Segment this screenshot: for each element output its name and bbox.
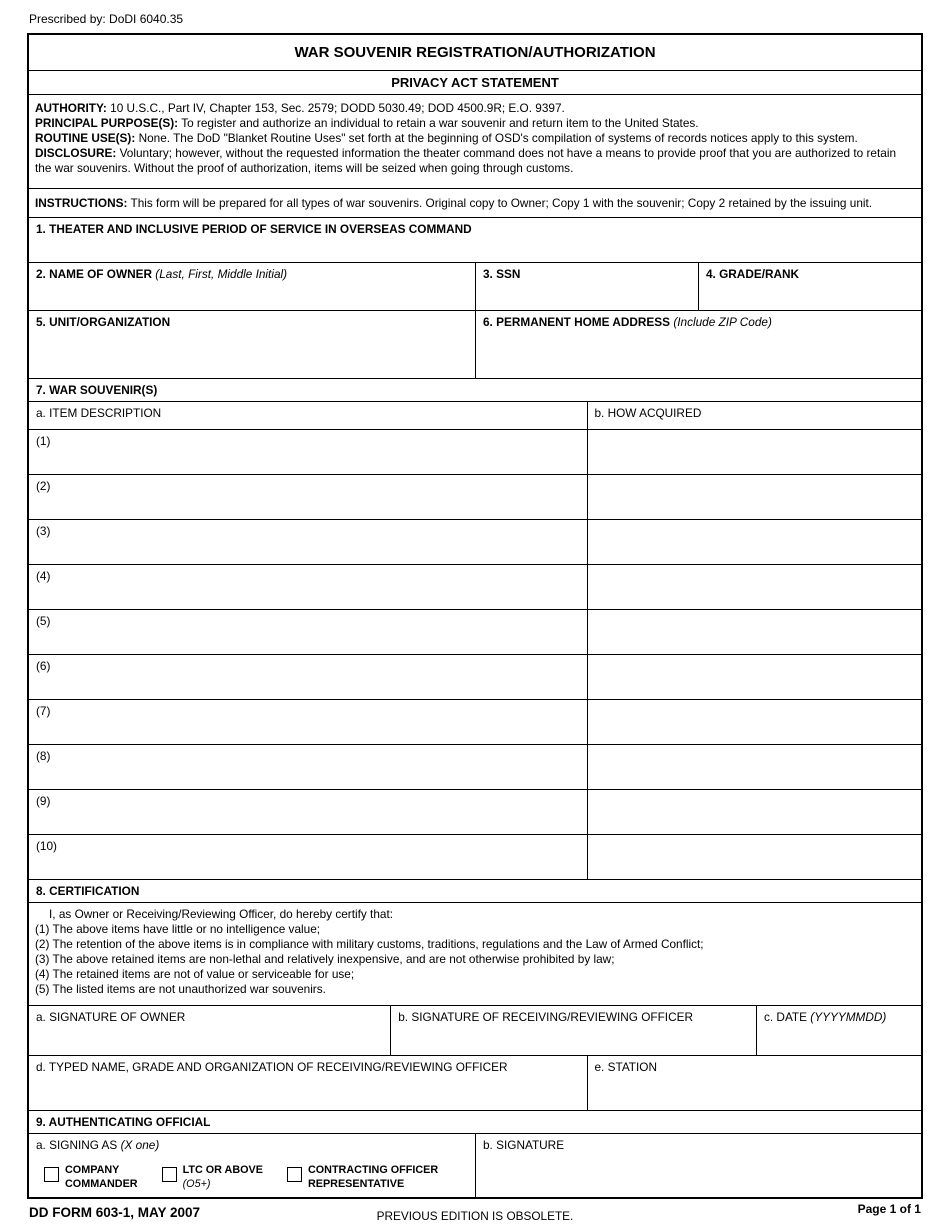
signature-of-officer-label: b. SIGNATURE OF RECEIVING/REVIEWING OFFICER: [398, 1010, 693, 1025]
privacy-principal-purpose: [35, 116, 915, 131]
col-item-description-header: a. ITEM DESCRIPTION: [36, 406, 162, 421]
typed-name-cell[interactable]: [29, 1056, 587, 1110]
field-home-address-label: 6. PERMANENT HOME ADDRESS: [483, 315, 671, 330]
field-grade-rank-label: 4. GRADE/RANK: [706, 267, 800, 282]
row-number: (5): [36, 614, 51, 629]
signing-as-hint: (X one): [120, 1138, 160, 1153]
certification-statement-4: (4) The retained items are not of value or serviceable for use;: [35, 967, 355, 982]
signing-as-label: a. SIGNING AS: [36, 1138, 118, 1153]
row-number: (4): [36, 569, 51, 584]
signature-of-owner-label: a. SIGNATURE OF OWNER: [36, 1010, 186, 1025]
contracting-officer-representative-label-line1: CONTRACTING OFFICER: [307, 1164, 439, 1177]
privacy-disclosure: [35, 146, 915, 176]
company-commander-checkbox[interactable]: [44, 1167, 59, 1182]
privacy-act-statement: [29, 94, 921, 188]
item-description-cell-3[interactable]: [29, 520, 587, 564]
certification-intro: I, as Owner or Receiving/Reviewing Officer, do hereby certify that:: [49, 907, 394, 922]
how-acquired-cell-1[interactable]: [587, 430, 922, 474]
field-home-address[interactable]: [475, 311, 921, 378]
how-acquired-cell-7[interactable]: [587, 700, 922, 744]
how-acquired-cell-10[interactable]: [587, 835, 922, 879]
dd-form-603-1: [27, 33, 923, 1199]
prescribed-by-note: Prescribed by: DoDI 6040.35: [29, 12, 184, 26]
authenticating-row: [29, 1133, 921, 1197]
certification-body: [29, 902, 921, 1005]
privacy-authority-text: 10 U.S.C., Part IV, Chapter 153, Sec. 2579; DODD 5030.49; DOD 4500.9R; E.O. 9397.: [110, 101, 565, 115]
privacy-disclosure-text: Voluntary; however, without the requested information the theater command does not have a means to provide proof that you are authorized to retain the war souvenirs. Without the proof of authorization, items will be seized when going through customs.: [35, 146, 897, 176]
station-label: e. STATION: [594, 1060, 657, 1075]
ltc-or-above-label-line1: LTC OR ABOVE: [182, 1164, 263, 1177]
item-description-cell-7[interactable]: [29, 700, 587, 744]
section-authenticating-official-header: 9. AUTHENTICATING OFFICIAL: [29, 1110, 921, 1133]
row-number: (6): [36, 659, 51, 674]
typed-name-station-row: [29, 1055, 921, 1110]
option-contracting-officer-representative[interactable]: [287, 1164, 438, 1191]
row-number: (1): [36, 434, 51, 449]
item-description-cell-8[interactable]: [29, 745, 587, 789]
instructions: [29, 188, 921, 217]
footer: [27, 1199, 923, 1223]
field-unit-organization-label: 5. UNIT/ORGANIZATION: [36, 315, 171, 330]
signing-as-label-line: [36, 1138, 468, 1152]
how-acquired-cell-3[interactable]: [587, 520, 922, 564]
unit-address-row: [29, 310, 921, 378]
ltc-or-above-checkbox[interactable]: [162, 1167, 177, 1182]
certification-statement-1: (1) The above items have little or no intelligence value;: [35, 922, 321, 937]
row-number: (3): [36, 524, 51, 539]
privacy-authority-label: AUTHORITY:: [35, 101, 107, 115]
souvenir-row-7: [29, 699, 921, 744]
item-description-cell-6[interactable]: [29, 655, 587, 699]
typed-name-label: d. TYPED NAME, GRADE AND ORGANIZATION OF RECEIVING/REVIEWING OFFICER: [36, 1060, 508, 1075]
edition-note: PREVIOUS EDITION IS OBSOLETE.: [376, 1209, 574, 1224]
item-description-cell-10[interactable]: [29, 835, 587, 879]
page-indicator: Page 1 of 1: [857, 1202, 921, 1217]
field-home-address-hint: (Include ZIP Code): [673, 315, 772, 330]
station-cell[interactable]: [587, 1056, 922, 1110]
privacy-routine-use-label: ROUTINE USE(S):: [35, 131, 136, 146]
col-how-acquired-header: b. HOW ACQUIRED: [587, 402, 922, 429]
ltc-or-above-label: [183, 1164, 263, 1191]
form-title: WAR SOUVENIR REGISTRATION/AUTHORIZATION: [294, 44, 656, 61]
field-ssn[interactable]: [475, 263, 698, 310]
certification-statement-2: (2) The retention of the above items is in compliance with military customs, traditions, regulations and the Law of Armed Conflict;: [35, 937, 704, 952]
section-war-souvenirs-header: 7. WAR SOUVENIR(S): [29, 378, 921, 401]
signing-as-options: [36, 1152, 468, 1191]
field-ssn-label: 3. SSN: [483, 267, 521, 282]
privacy-routine-use: [35, 131, 915, 146]
field-theater-label: 1. THEATER AND INCLUSIVE PERIOD OF SERVICE IN OVERSEAS COMMAND: [36, 222, 472, 237]
owner-row: [29, 262, 921, 310]
souvenir-row-6: [29, 654, 921, 699]
date-hint: (YYYYMMDD): [810, 1010, 887, 1025]
how-acquired-cell-8[interactable]: [587, 745, 922, 789]
contracting-officer-representative-label-line2: REPRESENTATIVE: [307, 1177, 405, 1190]
section-certification-header: 8. CERTIFICATION: [29, 879, 921, 902]
row-number: (10): [36, 839, 57, 854]
certification-statement-5: (5) The listed items are not unauthorized war souvenirs.: [35, 982, 326, 997]
authenticating-signature-label: b. SIGNATURE: [483, 1138, 565, 1153]
item-description-cell-9[interactable]: [29, 790, 587, 834]
how-acquired-cell-2[interactable]: [587, 475, 922, 519]
signature-of-officer-cell[interactable]: [390, 1006, 756, 1055]
item-description-cell-4[interactable]: [29, 565, 587, 609]
option-ltc-or-above[interactable]: [162, 1164, 263, 1191]
certification-statement-3: (3) The above retained items are non-lethal and relatively inexpensive, and are not otherwise prohibited by law;: [35, 952, 615, 967]
how-acquired-cell-6[interactable]: [587, 655, 922, 699]
company-commander-label-line2: COMMANDER: [65, 1177, 138, 1190]
ltc-or-above-label-line2: (O5+): [182, 1177, 211, 1190]
row-number: (9): [36, 794, 51, 809]
field-name-of-owner-hint: (Last, First, Middle Initial): [155, 267, 288, 282]
signatures-row: [29, 1005, 921, 1055]
row-number: (2): [36, 479, 51, 494]
item-description-cell-5[interactable]: [29, 610, 587, 654]
privacy-act-title: PRIVACY ACT STATEMENT: [29, 70, 921, 94]
souvenir-column-headers: [29, 401, 921, 429]
field-theater[interactable]: [29, 218, 921, 262]
privacy-disclosure-label: DISCLOSURE:: [35, 146, 117, 161]
privacy-principal-purpose-label: PRINCIPAL PURPOSE(S):: [35, 116, 179, 131]
option-company-commander[interactable]: [44, 1164, 138, 1191]
row-number: (8): [36, 749, 51, 764]
how-acquired-cell-5[interactable]: [587, 610, 922, 654]
how-acquired-cell-9[interactable]: [587, 790, 922, 834]
field-grade-rank[interactable]: [698, 263, 921, 310]
souvenir-row-10: [29, 834, 921, 879]
souvenir-row-1: [29, 429, 921, 474]
instructions-text: This form will be prepared for all types of war souvenirs. Original copy to Owner; Copy 1 with the souvenir; Copy 2 retained by the issuing unit.: [130, 196, 873, 211]
field-name-of-owner-label: 2. NAME OF OWNER: [36, 267, 153, 282]
field-unit-organization[interactable]: [29, 311, 475, 378]
souvenir-row-3: [29, 519, 921, 564]
company-commander-label-line1: COMPANY: [65, 1164, 120, 1177]
date-cell[interactable]: [756, 1006, 921, 1055]
how-acquired-cell-4[interactable]: [587, 565, 922, 609]
form-number: DD FORM 603-1, MAY 2007: [29, 1205, 201, 1221]
privacy-routine-use-text: None. The DoD "Blanket Routine Uses" set forth at the beginning of OSD's compilation of systems of records notices apply to this system.: [138, 131, 858, 146]
privacy-authority: [35, 101, 915, 116]
privacy-principal-purpose-text: To register and authorize an individual to retain a war souvenir and return item to the United States.: [181, 116, 699, 131]
item-description-cell-2[interactable]: [29, 475, 587, 519]
souvenir-row-2: [29, 474, 921, 519]
instructions-label: INSTRUCTIONS:: [35, 196, 128, 211]
contracting-officer-representative-label: [308, 1164, 438, 1191]
item-description-cell-1[interactable]: [29, 430, 587, 474]
company-commander-label: [65, 1164, 138, 1191]
souvenir-row-8: [29, 744, 921, 789]
contracting-officer-representative-checkbox[interactable]: [287, 1167, 302, 1182]
souvenir-row-4: [29, 564, 921, 609]
row-number: (7): [36, 704, 51, 719]
signature-of-owner-cell[interactable]: [29, 1006, 390, 1055]
souvenir-row-9: [29, 789, 921, 834]
authenticating-signature-cell[interactable]: [475, 1134, 921, 1197]
date-label: c. DATE: [763, 1010, 808, 1025]
signing-as-cell: [29, 1134, 475, 1197]
field-name-of-owner[interactable]: [29, 263, 475, 310]
theater-row: [29, 217, 921, 262]
souvenir-row-5: [29, 609, 921, 654]
